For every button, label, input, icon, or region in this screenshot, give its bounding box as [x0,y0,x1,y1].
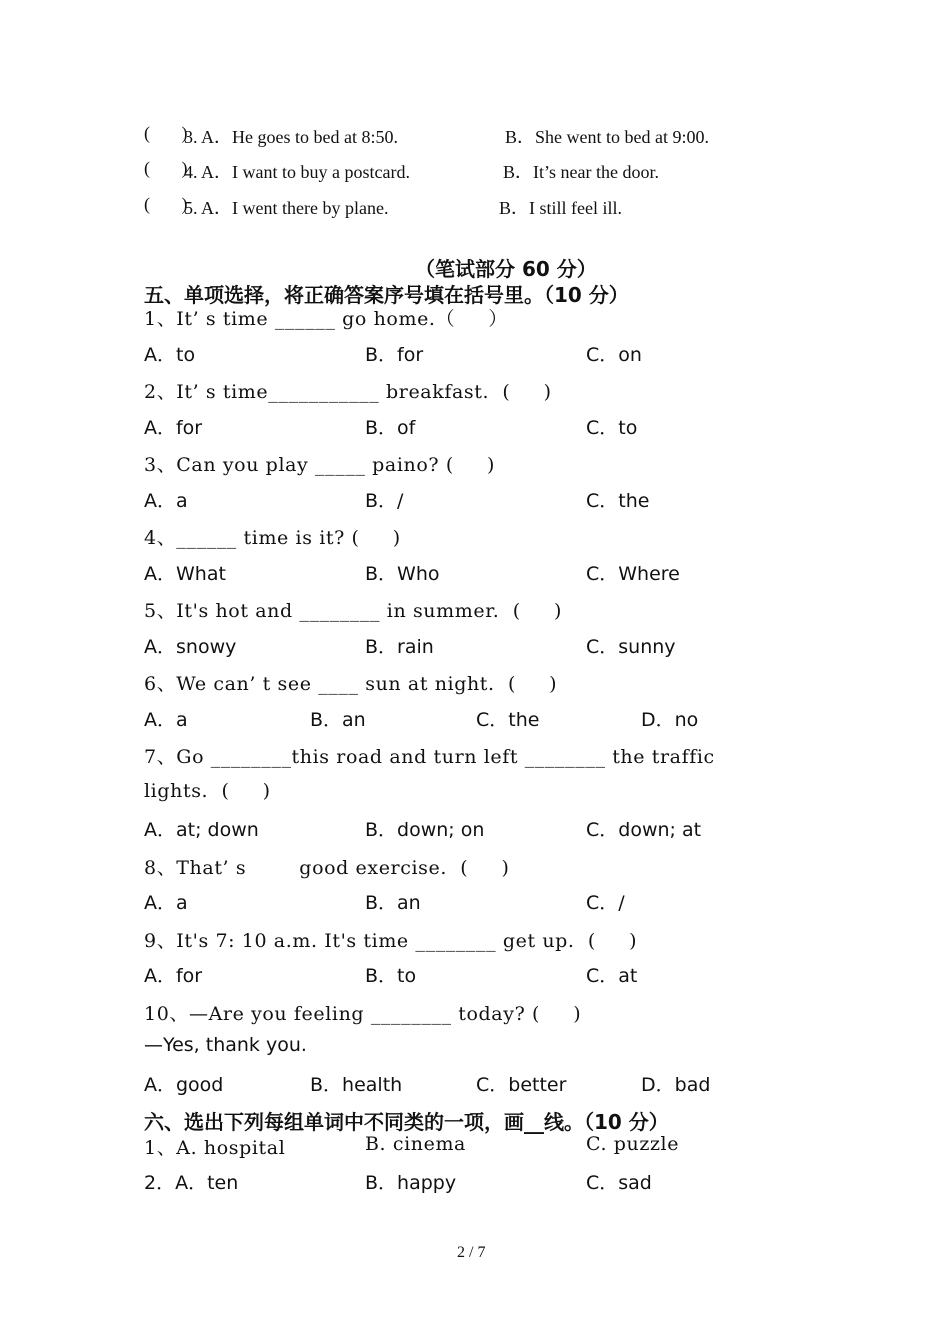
option-b: B．She went to bed at 9:00. [505,127,709,147]
question-text: 2、It’ s time___________ breakfast. ( ) [144,381,552,403]
option-c: C．the [476,709,540,731]
section-5-title: 五、单项选择，将正确答案序号填在括号里。（10 分） [144,283,629,307]
option-a: A．What [144,563,226,585]
option-c: C．the [586,490,650,512]
page-number: 2 / 7 [457,1244,486,1261]
option-c: C．better [476,1074,567,1096]
option-a: 3. A．He goes to bed at 8:50. [184,127,398,147]
question-text: 4、______ time is it? ( ) [144,527,401,549]
option-b: B．to [365,965,417,987]
option-b: B．I still feel ill. [499,198,622,218]
option-c: C．at [586,965,638,987]
option-c: C．to [586,417,638,439]
answer-paren: ( ) [144,123,188,143]
question-text: 5、It's hot and ________ in summer. ( ) [144,600,562,622]
option-c: C．/ [586,892,625,914]
option-a: A．a [144,709,188,731]
option-a: A．a [144,490,188,512]
option-c: C．Where [586,563,680,585]
word-option-b: B．happy [365,1172,457,1194]
option-b: B．of [365,417,416,439]
option-b: B．rain [365,636,434,658]
option-a: A．good [144,1074,224,1096]
option-a: A．for [144,965,203,987]
option-b: B．an [310,709,366,731]
option-c: C．down; at [586,819,702,841]
option-a: 5. A．I went there by plane. [184,198,389,218]
option-a: A．for [144,417,203,439]
option-b: B．for [365,344,424,366]
option-d: D．bad [641,1074,711,1096]
option-a: 4. A．I want to buy a postcard. [184,162,410,182]
word-option-c: C．sad [586,1172,652,1194]
question-text: 8、That’ s good exercise. ( ) [144,857,510,879]
option-d: D．no [641,709,699,731]
question-text: 10、—Are you feeling ________ today? ( ) [144,1003,582,1025]
option-c: C．sunny [586,636,676,658]
option-b: B．Who [365,563,440,585]
answer-paren: ( ) [144,194,188,214]
option-b: B．down; on [365,819,485,841]
option-b: B．/ [365,490,404,512]
answer-paren: ( ) [144,158,188,178]
word-option-a: 2．A．ten [144,1172,239,1194]
word-option-a: 1、A. hospital [144,1137,286,1159]
option-a: A．at; down [144,819,259,841]
option-a: A．to [144,344,196,366]
question-text-continued: lights. ( ) [144,780,271,802]
word-option-b: B. cinema [365,1133,466,1155]
option-c: C．on [586,344,642,366]
option-b: B．It’s near the door. [503,162,659,182]
question-text: 6、We can’ t see ____ sun at night. ( ) [144,673,558,695]
question-text-continued: —Yes, thank you. [144,1034,307,1056]
option-a: A．snowy [144,636,237,658]
section-6-title: 六、选出下列每组单词中不同类的一项，画__线。（10 分） [144,1110,669,1134]
question-text: 9、It's 7: 10 a.m. It's time ________ get up. ( ) [144,930,638,952]
option-b: B．an [365,892,421,914]
option-b: B．health [310,1074,403,1096]
question-text: 1、It’ s time ______ go home.（ ） [144,308,508,330]
option-a: A．a [144,892,188,914]
question-text: 7、Go ________this road and turn left ________ the traffic [144,746,715,768]
word-option-c: C. puzzle [586,1133,680,1155]
written-part-title: （笔试部分 60 分） [415,257,597,281]
question-text: 3、Can you play _____ paino? ( ) [144,454,496,476]
